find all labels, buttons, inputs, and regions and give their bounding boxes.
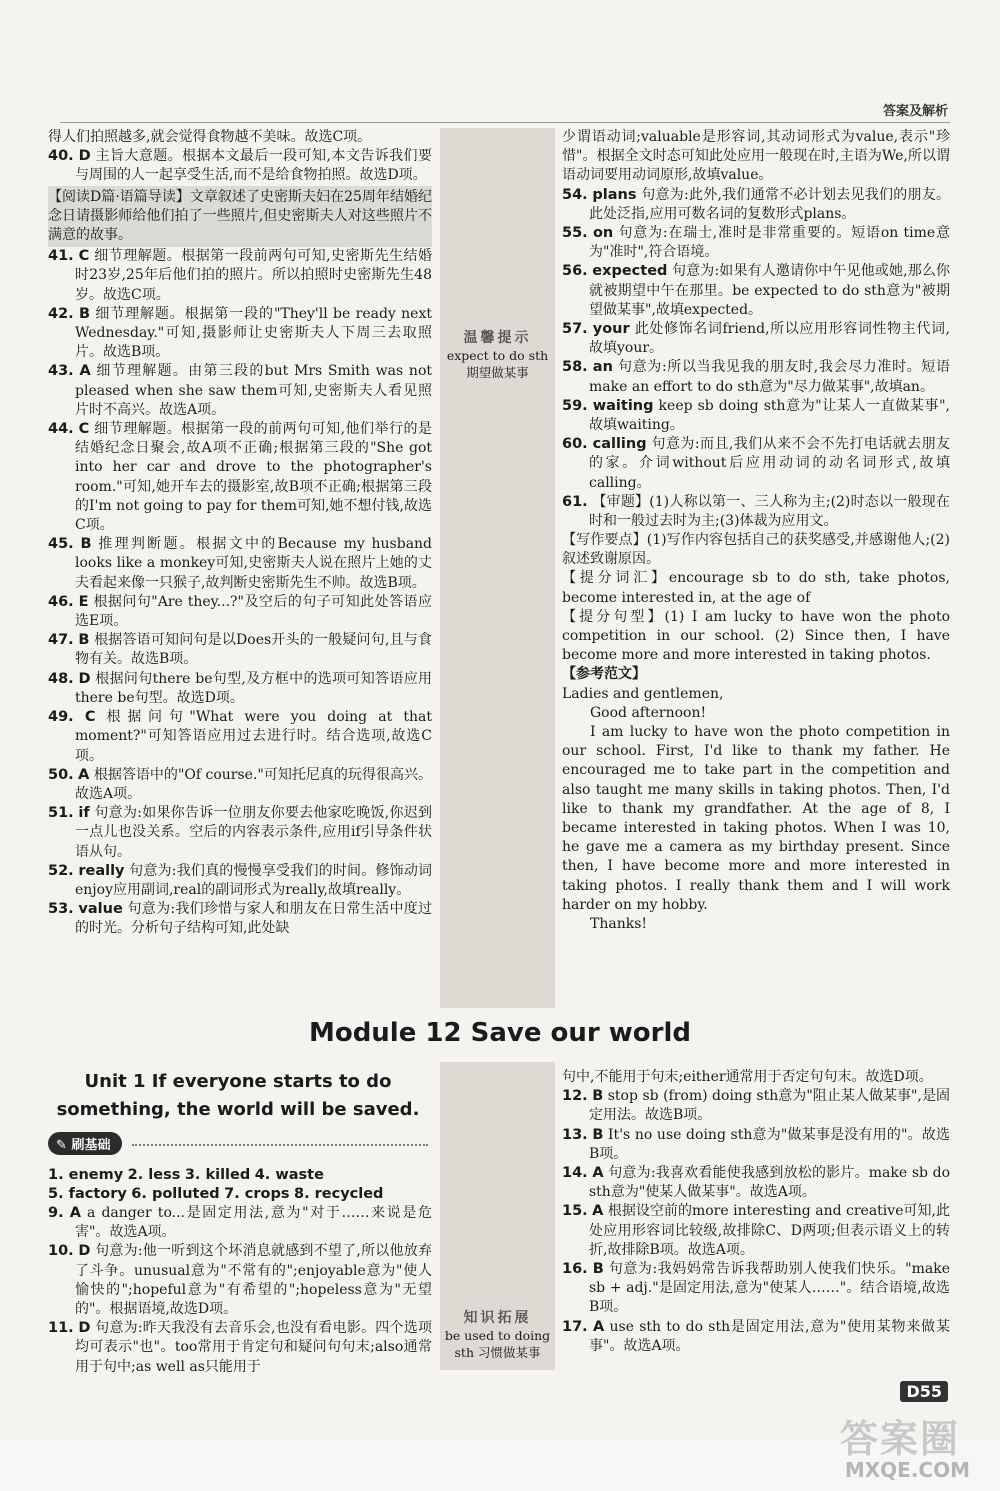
answer-item xyxy=(562,186,950,224)
answer-item xyxy=(48,862,432,900)
item-number: 45. xyxy=(48,536,74,553)
margin-strip-top xyxy=(440,128,555,1008)
watermark-logo: 答案圈 xyxy=(839,1417,960,1461)
answer-item xyxy=(562,1087,950,1125)
tip-line: 期望做某事 xyxy=(466,365,529,380)
answer-item xyxy=(48,708,432,766)
item-number: 59. xyxy=(562,397,588,414)
vocab-answer: 4. waste xyxy=(254,1167,324,1183)
item-text: 句意为:我们珍惜与家人和朋友在日常生活中度过的时光。分析句子结构可知,此处缺 xyxy=(75,901,433,937)
answer-item xyxy=(48,631,432,669)
item-answer: D xyxy=(78,670,91,687)
item-answer: B xyxy=(78,632,90,649)
item-answer: D xyxy=(78,1243,91,1260)
item-text: 句中,不能用于句末;either通常用于否定句句末。故选D项。 xyxy=(562,1069,933,1085)
item-answer: on xyxy=(592,225,614,242)
item-answer: C xyxy=(84,709,96,726)
answer-item xyxy=(562,1068,950,1087)
answer-item xyxy=(48,420,432,535)
item-text: stop sb (from) doing sth意为"阻止某人做某事",是固定用法。故选B项。 xyxy=(589,1088,951,1124)
header-title: 答案及解析 xyxy=(882,104,948,119)
answer-item xyxy=(562,435,950,493)
answer-item xyxy=(562,1260,950,1318)
item-text: 根据设空前的more interesting and creative可知,此处应用形容词比较级,故排除C、D两项;但表示语义上的转折,故排除B项。故选A项。 xyxy=(589,1203,950,1258)
item-answer: C xyxy=(78,248,90,265)
page-number: D55 xyxy=(900,1381,948,1402)
item-text: 根据问句"What were you doing at that moment?"可知答语应用过去进行时。结合选项,故选C项。 xyxy=(75,709,433,764)
answer-item xyxy=(48,1319,432,1377)
answer-item xyxy=(48,804,432,862)
item-number: 43. xyxy=(48,363,74,380)
tip-line: sth 习惯做某事 xyxy=(454,1345,541,1360)
right-column-bottom xyxy=(562,1068,950,1356)
item-answer: B xyxy=(79,305,91,322)
item-text: 句意为:如果有人邀请你中午见他或她,那么你就被期望中午在那里。be expected to do sth意为"被期望做某事",故填expected。 xyxy=(589,263,950,318)
item-number: 10. xyxy=(48,1243,74,1260)
item-answer: value xyxy=(78,901,123,918)
item-number: 58. xyxy=(562,359,588,376)
badge-divider xyxy=(132,1144,428,1146)
item-answer: A xyxy=(592,1318,605,1335)
item-number: 48. xyxy=(48,670,74,687)
writing-sentences: 【提分句型】(1) I am lucky to have won the photo competition in our school. (2) Since then, I have become more and more interested in taking photos. xyxy=(562,608,950,664)
item-answer: A xyxy=(79,363,91,380)
item-text: 句意为:在瑞士,准时是非常重要的。短语on time意为"准时",符合语境。 xyxy=(589,225,950,261)
answer-item xyxy=(562,1202,950,1260)
item-number: 57. xyxy=(562,321,588,338)
answer-item xyxy=(48,362,432,420)
answer-item xyxy=(48,147,432,185)
answer-item xyxy=(562,262,950,320)
item-number: 14. xyxy=(562,1165,588,1182)
answer-item xyxy=(562,493,950,531)
item-text: 细节理解题。根据第一段的"They'll be ready next Wednesday."可知,摄影师让史密斯夫人下周三去取照片。故选B项。 xyxy=(75,305,432,361)
item-number: 44. xyxy=(48,421,74,438)
left-column-bottom xyxy=(48,1204,432,1377)
vocab-answer: 3. killed xyxy=(184,1167,251,1183)
tip-box-2 xyxy=(440,1310,555,1361)
section-badge xyxy=(48,1132,122,1155)
answer-item xyxy=(48,593,432,631)
tip-line: expect to do sth xyxy=(446,348,549,363)
item-number: 42. xyxy=(48,305,74,322)
answer-item xyxy=(48,535,432,593)
answer-item xyxy=(48,900,432,938)
item-answer: plans xyxy=(592,186,637,203)
item-number: 51. xyxy=(48,805,74,822)
item-answer: an xyxy=(592,359,613,376)
watermark-url: MXQE.COM xyxy=(844,1458,970,1482)
sample-closing: Thanks! xyxy=(590,916,648,933)
answer-item xyxy=(48,128,432,147)
unit-title: Unit 1 If everyone starts to do something, the world will be saved. xyxy=(56,1071,420,1120)
item-text: use sth to do sth是固定用法,意为"使用某物来做某事"。故选A项。 xyxy=(589,1318,950,1354)
item-number: 11. xyxy=(48,1320,74,1337)
item-text: 句意为:而且,我们从来不会不先打电话就去朋友的家。介词without后应用动词的动名词形式,故填calling。 xyxy=(589,436,951,491)
item-text: 根据问句there be句型,及方框中的选项可知答语应用there be句型。故选D项。 xyxy=(75,670,433,706)
item-text: 句意为:我妈妈常告诉我帮助别人使我们快乐。"make sb + adj."是固定用法,意为"使某人……"。结合语境,故选B项。 xyxy=(589,1261,951,1316)
sample-body: I am lucky to have won the photo competition in our school. First, I'd like to thank my father. He encouraged me to take part in the competition and also taught me many skills in taking photos. Then, I'd like to thank my grandfather. At the age of 8, I became interested in taking photos. When I was 10, he gave me a camera as my birthday present. Since then, I have become more and more interested in taking photos. I really thank them and I will work harder on my hobby. xyxy=(562,724,950,913)
answer-item xyxy=(48,247,432,305)
item-number: 55. xyxy=(562,225,588,242)
item-number: 17. xyxy=(562,1318,588,1335)
answer-item xyxy=(48,766,432,804)
item-number: 53. xyxy=(48,901,74,918)
writing-points: 【写作要点】(1)写作内容包括自己的获奖感受,并感谢他人;(2)叙述致谢原因。 xyxy=(562,532,950,568)
item-text: 根据答语中的"Of course."可知托尼真的玩得很高兴。故选A项。 xyxy=(75,766,432,802)
item-text: It's no use doing sth意为"做某事是没有用的"。故选B项。 xyxy=(589,1126,950,1162)
item-text: 根据问句"Are they...?"及空后的句子可知此处答语应选E项。 xyxy=(75,593,433,630)
module-title: Module 12 Save our world xyxy=(308,1018,692,1048)
item-number: 12. xyxy=(562,1088,588,1105)
item-text: 句意为:如果你告诉一位朋友你要去他家吃晚饭,你迟到一点儿也没关系。空后的内容表示条件,应用if引导条件状语从句。 xyxy=(75,805,432,860)
item-text: 得人们拍照越多,就会觉得食物越不美味。故选C项。 xyxy=(48,129,372,145)
item-answer: A xyxy=(592,1165,604,1182)
item-answer: B xyxy=(80,536,92,553)
passage-guide xyxy=(48,186,432,248)
item-number: 50. xyxy=(48,766,74,783)
item-text: 句意为:昨天我没有去音乐会,也没有看电影。四个选项均可表示"也"。too常用于肯定句和疑问句句末;also通常用于句中;as well as只能用于 xyxy=(75,1320,433,1375)
item-answer: A xyxy=(592,1203,604,1220)
item-text: a danger to...是固定用法,意为"对于……来说是危害"。故选A项。 xyxy=(75,1205,433,1241)
tip-title: 知识拓展 xyxy=(463,1310,532,1326)
item-answer: B xyxy=(592,1261,604,1278)
header-divider xyxy=(60,122,950,123)
item-answer: A xyxy=(78,766,90,783)
item-number: 47. xyxy=(48,632,74,649)
sample-salutation: Ladies and gentlemen, xyxy=(562,685,724,702)
item-number: 41. xyxy=(48,248,74,265)
item-number: 52. xyxy=(48,862,74,879)
writing-section xyxy=(562,531,950,934)
item-text: 句意为:我喜欢看能使我感到放松的影片。make sb do sth意为"使某人做某事"。故选A项。 xyxy=(589,1165,951,1201)
right-column-top xyxy=(562,128,950,531)
item-answer: D xyxy=(78,148,91,165)
vocab-answer: 2. less xyxy=(127,1167,181,1183)
item-text: 【阅读D篇·语篇导读】文章叙述了史密斯夫妇在25周年结婚纪念日请摄影师给他们拍了一些照片,但史密斯夫人对这些照片不满意的故事。 xyxy=(48,188,432,244)
answer-item xyxy=(48,305,432,363)
item-text: 细节理解题。根据第一段前两句可知,史密斯先生结婚时23岁,25年后他们拍的照片。所以拍照时史密斯先生48岁。故选C项。 xyxy=(75,248,433,303)
answer-item xyxy=(562,1126,950,1164)
item-number: 15. xyxy=(562,1203,588,1220)
answer-item xyxy=(562,224,950,262)
vocab-line-1 xyxy=(48,1166,432,1185)
item-answer: A xyxy=(69,1205,81,1221)
sample-label: 【参考范文】 xyxy=(562,666,646,683)
item-text: 此处修饰名词friend,所以应用形容词性物主代词,故填your。 xyxy=(589,321,951,357)
writing-vocab: 【提分词汇】encourage sb to do sth, take photos, become interested in, at the age of xyxy=(562,570,950,606)
item-number: 54. xyxy=(562,186,588,203)
vocab-answer: 8. recycled xyxy=(293,1186,384,1203)
item-answer: really xyxy=(78,862,125,879)
answer-item xyxy=(562,128,950,186)
item-number: 40. xyxy=(48,148,74,165)
item-number: 56. xyxy=(562,263,588,280)
answer-item xyxy=(562,397,950,435)
vocab-answer: 7. crops xyxy=(224,1186,290,1203)
item-answer: C xyxy=(78,421,90,438)
item-answer: if xyxy=(78,805,90,822)
answer-item xyxy=(48,1242,432,1319)
item-answer: calling xyxy=(592,436,647,453)
answer-item xyxy=(562,320,950,358)
answer-item xyxy=(48,670,432,708)
item-text: 句意为:此外,我们通常不必计划去见我们的朋友。此处泛指,应用可数名词的复数形式plans。 xyxy=(589,186,951,222)
vocab-line-2 xyxy=(48,1185,432,1204)
item-answer: your xyxy=(592,321,630,338)
item-text: 少谓语动词;valuable是形容词,其动词形式为value,表示"珍惜"。根据全文时态可知此处应用一般现在时,主语为We,所以谓语动词要用动词原形,故填value。 xyxy=(562,129,950,184)
answer-item xyxy=(48,1204,432,1242)
item-text: 句意为:所以当我见我的朋友时,我会尽力准时。短语make an effort to do sth意为"尽力做某事",故填an。 xyxy=(589,359,951,395)
item-answer: B xyxy=(592,1126,604,1143)
item-number: 60. xyxy=(562,436,588,453)
item-number: 46. xyxy=(48,593,74,610)
answer-item xyxy=(562,358,950,396)
item-answer: waiting xyxy=(592,397,654,414)
item-number: 49. xyxy=(48,709,74,726)
item-number: 13. xyxy=(562,1126,588,1143)
sample-greeting: Good afternoon! xyxy=(590,704,707,721)
item-text: 细节理解题。由第三段的but Mrs Smith was not pleased when she saw them可知,史密斯夫人看见照片时不高兴。故选A项。 xyxy=(75,363,432,418)
item-text: 根据答语可知问句是以Does开头的一般疑问句,且与食物有关。故选B项。 xyxy=(75,632,433,668)
item-text: 句意为:他一听到这个坏消息就感到不望了,所以他放弃了斗争。unusual意为"不常有的";enjoyable意为"使人愉快的";hopeful意为"有希望的";hopeless意为"无望的"。根据语境,故选D项。 xyxy=(75,1243,433,1318)
item-text: 【审题】(1)人称以第一、三人称为主;(2)时态以一般现在时和一般过去时为主;(3)体裁为应用文。 xyxy=(589,493,950,530)
tip-box-1 xyxy=(440,330,555,381)
vocab-answers xyxy=(48,1166,432,1204)
item-number: 16. xyxy=(562,1261,588,1278)
tip-title: 温馨提示 xyxy=(463,330,532,346)
answer-item xyxy=(562,1318,950,1356)
item-answer: E xyxy=(78,593,89,610)
item-answer: D xyxy=(78,1320,91,1337)
pen-icon: ✎ xyxy=(56,1138,67,1153)
item-answer: expected xyxy=(592,263,668,280)
badge-label: 刷基础 xyxy=(71,1138,111,1153)
item-text: keep sb doing sth意为"让某人一直做某事",故填waiting。 xyxy=(589,397,950,434)
item-number: 61. xyxy=(562,493,588,510)
item-answer: B xyxy=(592,1088,604,1105)
item-number: 9. xyxy=(48,1205,64,1221)
vocab-answer: 1. enemy xyxy=(48,1167,124,1183)
item-text: 细节理解题。根据第一段的前两句可知,他们举行的是结婚纪念日聚会,故A项不正确;根据第三段的"She got into her car and drove to the photographer's room."可知,她开车去的摄影室,故B项不正确;根据第三段的I'm not going to pay for them可知,她不想付钱,故选C项。 xyxy=(75,421,433,534)
item-text: 句意为:我们真的慢慢享受我们的时间。修饰动词enjoy应用副词,real的副词形式为really,故填really。 xyxy=(75,862,433,898)
answer-item xyxy=(562,1164,950,1202)
item-text: 主旨大意题。根据本文最后一段可知,本文告诉我们要与周围的人一起享受生活,而不是给食物拍照。故选D项。 xyxy=(75,148,432,184)
left-column-top xyxy=(48,128,432,939)
vocab-answer: 6. polluted xyxy=(131,1186,220,1203)
item-text: 推理判断题。根据文中的Because my husband looks like a monkey可知,史密斯夫人说在照片上她的丈夫看起来像一只猴子,故判断史密斯先生不帅。故选B项。 xyxy=(75,536,433,591)
vocab-answer: 5. factory xyxy=(48,1186,127,1203)
tip-line: be used to doing xyxy=(444,1328,551,1343)
